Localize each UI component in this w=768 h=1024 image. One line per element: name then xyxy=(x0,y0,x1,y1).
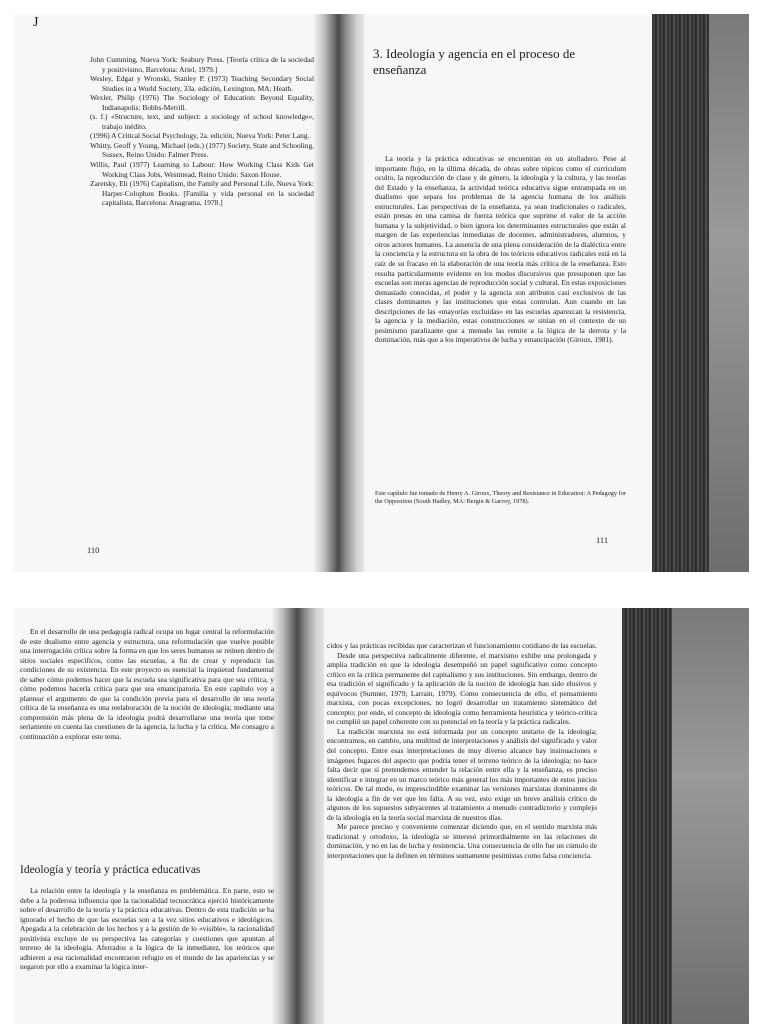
body-paragraph: La relación entre la ideología y la enseñanza es problemática. En parte, esto se debe a la poderosa influencia que la racionalidad tecnocrática ejerció históricamente sobre el desarrollo de la teoría y la práctica educativas. Dentro de esta tradición se ha ignorado el hecho de que las escuelas son a la vez sitios educativos e ideológicos. Apegada a la celebración de los hechos y a la gestión de lo «visible», la racionalidad positivista excluye de su perspectiva las categorías y cuestiones que apuntan al terreno de la ideología. Aferrados a la lógica de la inmediatez, los teóricos que adhieren a esa racionalidad encontraron refugio en el mundo de las apariencias y se negaron por ello a examinar la lógica inter- xyxy=(20,886,274,972)
page-edges-bottom xyxy=(622,608,672,1024)
page-number-111: 111 xyxy=(596,535,609,545)
reference-item: (s. f.) «Structure, text, and subject: a sociology of school knowledge», trabajo inédito. xyxy=(90,112,314,131)
page-edges-top xyxy=(652,14,709,572)
reference-item: (1996) A Critical Social Psychology, 2a. edición, Nueva York: Peter Lang. xyxy=(90,131,310,141)
book-spine-bottom xyxy=(272,608,332,1024)
page-113-text xyxy=(327,641,597,861)
top-book-spread xyxy=(14,14,749,572)
references-list xyxy=(90,55,314,208)
body-paragraph: La teoría y la práctica educativas se encuentran en un atolladero. Pese al importante flujo, en la última década, de obras sobre tópicos como el currículum oculto, la reproducción de clase y de género, la ideología y la cultura, y las teorías del Estado y la enseñanza, la actividad teórica educativa sigue entrampada en un dualismo que separa los problemas de la agencia humana de los análisis estructurales. Las perspectivas de la enseñanza, ya sean tradicionales o radicales, están presas en una camisa de fuerza teórica que suprime el valor de la acción humana y la subjetividad, o bien ignora los determinantes estructurales que están al margen de las experiencias inmediatas de docentes, administradores, alumnos, y otros actores humanos. La ausencia de una plena consideración de la dialéctica entre la conciencia y la estructura en la obra de los teóricos educativos radicales está en la raíz de su fracaso en la elaboración de una teoría más crítica de la enseñanza. Esto resulta particularmente evidente en los modos discursivos que presuponen que las escuelas son meras agencias de reproducción social y cultural. En estas exposiciones demasiado conocidas, el poder y la agencia son atributos casi exclusivos de las clases dominantes y las instituciones que estas controlan. Aun cuando en las descripciones de las «mayorías excluidas» en las escuelas aparezcan la resistencia, la agencia y la mediación, estas construcciones se sitúan en el contexto de un pesimismo paralizante que a menudo las remite a la lógica de la derrota y la dominación, más que a los imperativos de lucha y emancipación (Giroux, 1981). xyxy=(375,154,626,345)
intro-text xyxy=(20,627,274,742)
body-paragraph: Desde una perspectiva radicalmente diferente, el marxismo exhibe una prolongada y amplia tradición en que la ideología desempeñó un papel significativo como concepto crítico en la crítica permanente del capitalismo y sus instituciones. Sin embargo, dentro de esa tradición el significado y la aplicación de la noción de ideología han sido elusivos y equívocos (Sumner, 1979; Larrain, 1979). Como consecuencia de ello, el pensamiento marxista, con pocas excepciones, no logró desarrollar un tratamiento sistemático del concepto; por ende, el concepto de ideología como herramienta heurística y teórico-crítica no cumplió un papel coherente con su potencial en la teoría y la práctica radicales. xyxy=(327,650,597,727)
body-paragraph: En el desarrollo de una pedagogía radical ocupa un lugar central la reformulación de este dualismo entre agencia y estructura, una reformulación que vuelve posible una interrogación crítica sobre la forma en que los seres humanos se reúnen dentro de sitios sociales específicos, como las escuelas, a fin de crear y reproducir las condiciones de su existencia. En este proyecto es esencial la inquietud fundamental de saber cómo podemos hacer que la escuela sea significativa para que sea crítica, y cómo podemos hacerla crítica para que sea emancipatoria. En este capítulo voy a plantear el argumento de que la condición previa para el desarrollo de una teoría crítica de la enseñanza es una reelaboración de la noción de ideología; mediante una comprensión más plena de la ideología podrá desarrollarse una teoría que tome seriamente en cuenta las cuestiones de la agencia, la lucha y la crítica. Me consagro a continuación a explorar este tema. xyxy=(20,627,274,742)
body-paragraph: La tradición marxista no está informada por un concepto unitario de la ideología; encontramos, en cambio, una multitud de interpretaciones y análisis del significado y valor del concepto. Entre esas interpretaciones de muy diverso alcance hay insinuaciones e imágenes fugaces del aspecto que podría tener el terreno teórico de la ideología; no hace falta decir que si pretendemos entender la relación entre ella y la enseñanza, es preciso identificar e integrar en un marco teórico más general los más importantes de estos juicios teóricos. De tal modo, es imprescindible examinar las versiones marxistas dominantes de la ideología a fin de ver que les falta. A su vez, esto exige un breve análisis crítico de algunos de los supuestos subyacentes al tratamiento a menudo contradictorio y complejo de la ideología en la teoría social marxista de nuestros días. xyxy=(327,726,597,822)
book-cover-bottom xyxy=(672,608,749,1024)
reference-item: Wexler, Philip (1976) The Sociology of Education: Beyond Equality, Indianapolis: Bobbs-Merrill. xyxy=(90,93,314,112)
reference-item: Willis, Paul (1977) Learning to Labour: How Working Class Kids Get Working Class Jobs, Westmead, Reino Unido: Saxon House. xyxy=(90,160,314,179)
section-heading: Ideología y teoría y práctica educativas xyxy=(20,864,201,876)
reference-item: Whitty, Geoff y Young, Michael (eds.) (1977) Society, State and Schooling, Sussex, Reino Unido: Falmer Press. xyxy=(90,140,314,160)
chapter-title: 3. Ideología y agencia en el proceso de enseñanza xyxy=(373,46,576,77)
reference-item: Zaretsky, Eli (1976) Capitalism, the Family and Personal Life, Nueva York: Harper-Colophon Books. [Familia y vida personal en la sociedad capitalista, Barcelona: Anagrama, 1978.] xyxy=(90,179,314,208)
body-paragraph: cidos y las prácticas recibidas que caracterizan el funcionamiento cotidiano de las escuelas. xyxy=(327,641,597,650)
reference-item: Wesley, Edgar y Wronski, Stanley P. (1973) Teaching Secondary Social Studies in a World Society, 33a. edición, Lexington, MA: Heath. xyxy=(90,74,314,93)
chapter-body xyxy=(375,154,626,345)
bottom-book-spread xyxy=(14,608,749,1024)
body-paragraph: Me parece preciso y conveniente comenzar diciendo que, en el sentido marxista más tradicional y ortodoxo, la ideología se interesó primordialmente en las relaciones de dominación, y no en las de lucha y resistencia. Una consecuencia de ello fue un cúmulo de interpretaciones que la definen en términos sumamente pesimistas como falsa conciencia. xyxy=(327,822,597,861)
chapter-footnote: Este capítulo fue tomado de Henry A. Giroux, Theory and Resistance in Education: A Pedagogy for the Opposition (South Hadley, MA: Bergin & Garvey, 1978). xyxy=(375,490,626,506)
book-cover-top xyxy=(709,14,749,572)
reference-item: John Cumming, Nueva York: Seabury Press. [Teoría crítica de la sociedad y positivismo, Barcelona: Ariel, 1979.] xyxy=(90,55,314,74)
section-text xyxy=(20,886,274,972)
page-number-110: 110 xyxy=(87,545,100,555)
corner-mark: J xyxy=(33,15,39,30)
